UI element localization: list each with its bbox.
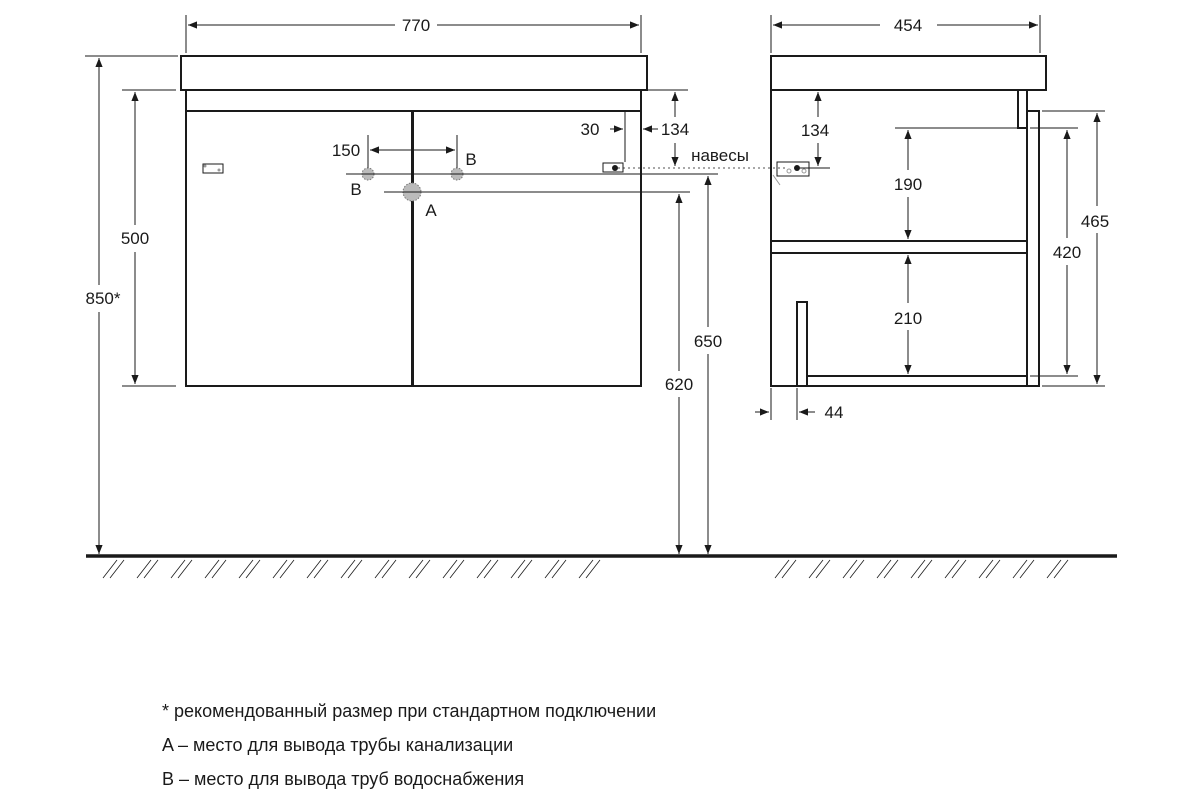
left-hinge-bracket bbox=[203, 164, 223, 173]
dim-pipe-b-height: 650 bbox=[693, 332, 723, 351]
dim-upper-compartment: 190 bbox=[893, 175, 923, 194]
front-countertop bbox=[181, 56, 647, 90]
dim-pipe-spacing: 150 bbox=[331, 141, 361, 160]
dim-pipe-a-height: 620 bbox=[664, 375, 694, 394]
side-top-rail bbox=[1018, 90, 1027, 128]
dim-hinge-top-offset-side: 134 bbox=[800, 121, 830, 140]
dim-hinge-side-offset: 30 bbox=[580, 120, 600, 139]
label-b-right: B bbox=[465, 150, 477, 169]
floor-hatch-right bbox=[775, 560, 1068, 578]
dim-front-width: 770 bbox=[401, 16, 431, 35]
right-door bbox=[413, 111, 641, 386]
note-pipe-b: B – место для вывода труб водоснабжения bbox=[162, 769, 525, 789]
label-hinges: навесы bbox=[691, 146, 749, 165]
note-recommended: * рекомендованный размер при стандартном подключении bbox=[162, 701, 657, 721]
side-hinge-bracket bbox=[773, 162, 809, 185]
dim-outer-height: 465 bbox=[1080, 212, 1110, 231]
dim-side-depth: 454 bbox=[893, 16, 923, 35]
side-back-panel bbox=[797, 302, 807, 386]
side-countertop bbox=[771, 56, 1046, 90]
dim-inner-height: 420 bbox=[1052, 243, 1082, 262]
label-a: A bbox=[425, 201, 437, 220]
front-top-rail bbox=[186, 90, 641, 111]
side-shelf bbox=[771, 241, 1027, 253]
floor-line bbox=[86, 556, 1117, 578]
right-hinge-bracket bbox=[603, 163, 623, 172]
left-door bbox=[186, 111, 412, 386]
front-view bbox=[85, 15, 785, 554]
dim-total-height: 850* bbox=[85, 289, 121, 308]
dim-lower-compartment: 210 bbox=[893, 309, 923, 328]
floor-hatch-left bbox=[103, 560, 600, 578]
dim-hinge-top-offset-front: 134 bbox=[660, 120, 690, 139]
note-pipe-a: A – место для вывода трубы канализации bbox=[162, 735, 514, 755]
label-b-left: B bbox=[350, 180, 362, 199]
dim-cabinet-height: 500 bbox=[120, 229, 150, 248]
side-view bbox=[755, 15, 1109, 422]
side-door-profile bbox=[1027, 111, 1039, 386]
notes bbox=[162, 694, 656, 796]
dim-back-offset: 44 bbox=[824, 403, 844, 422]
